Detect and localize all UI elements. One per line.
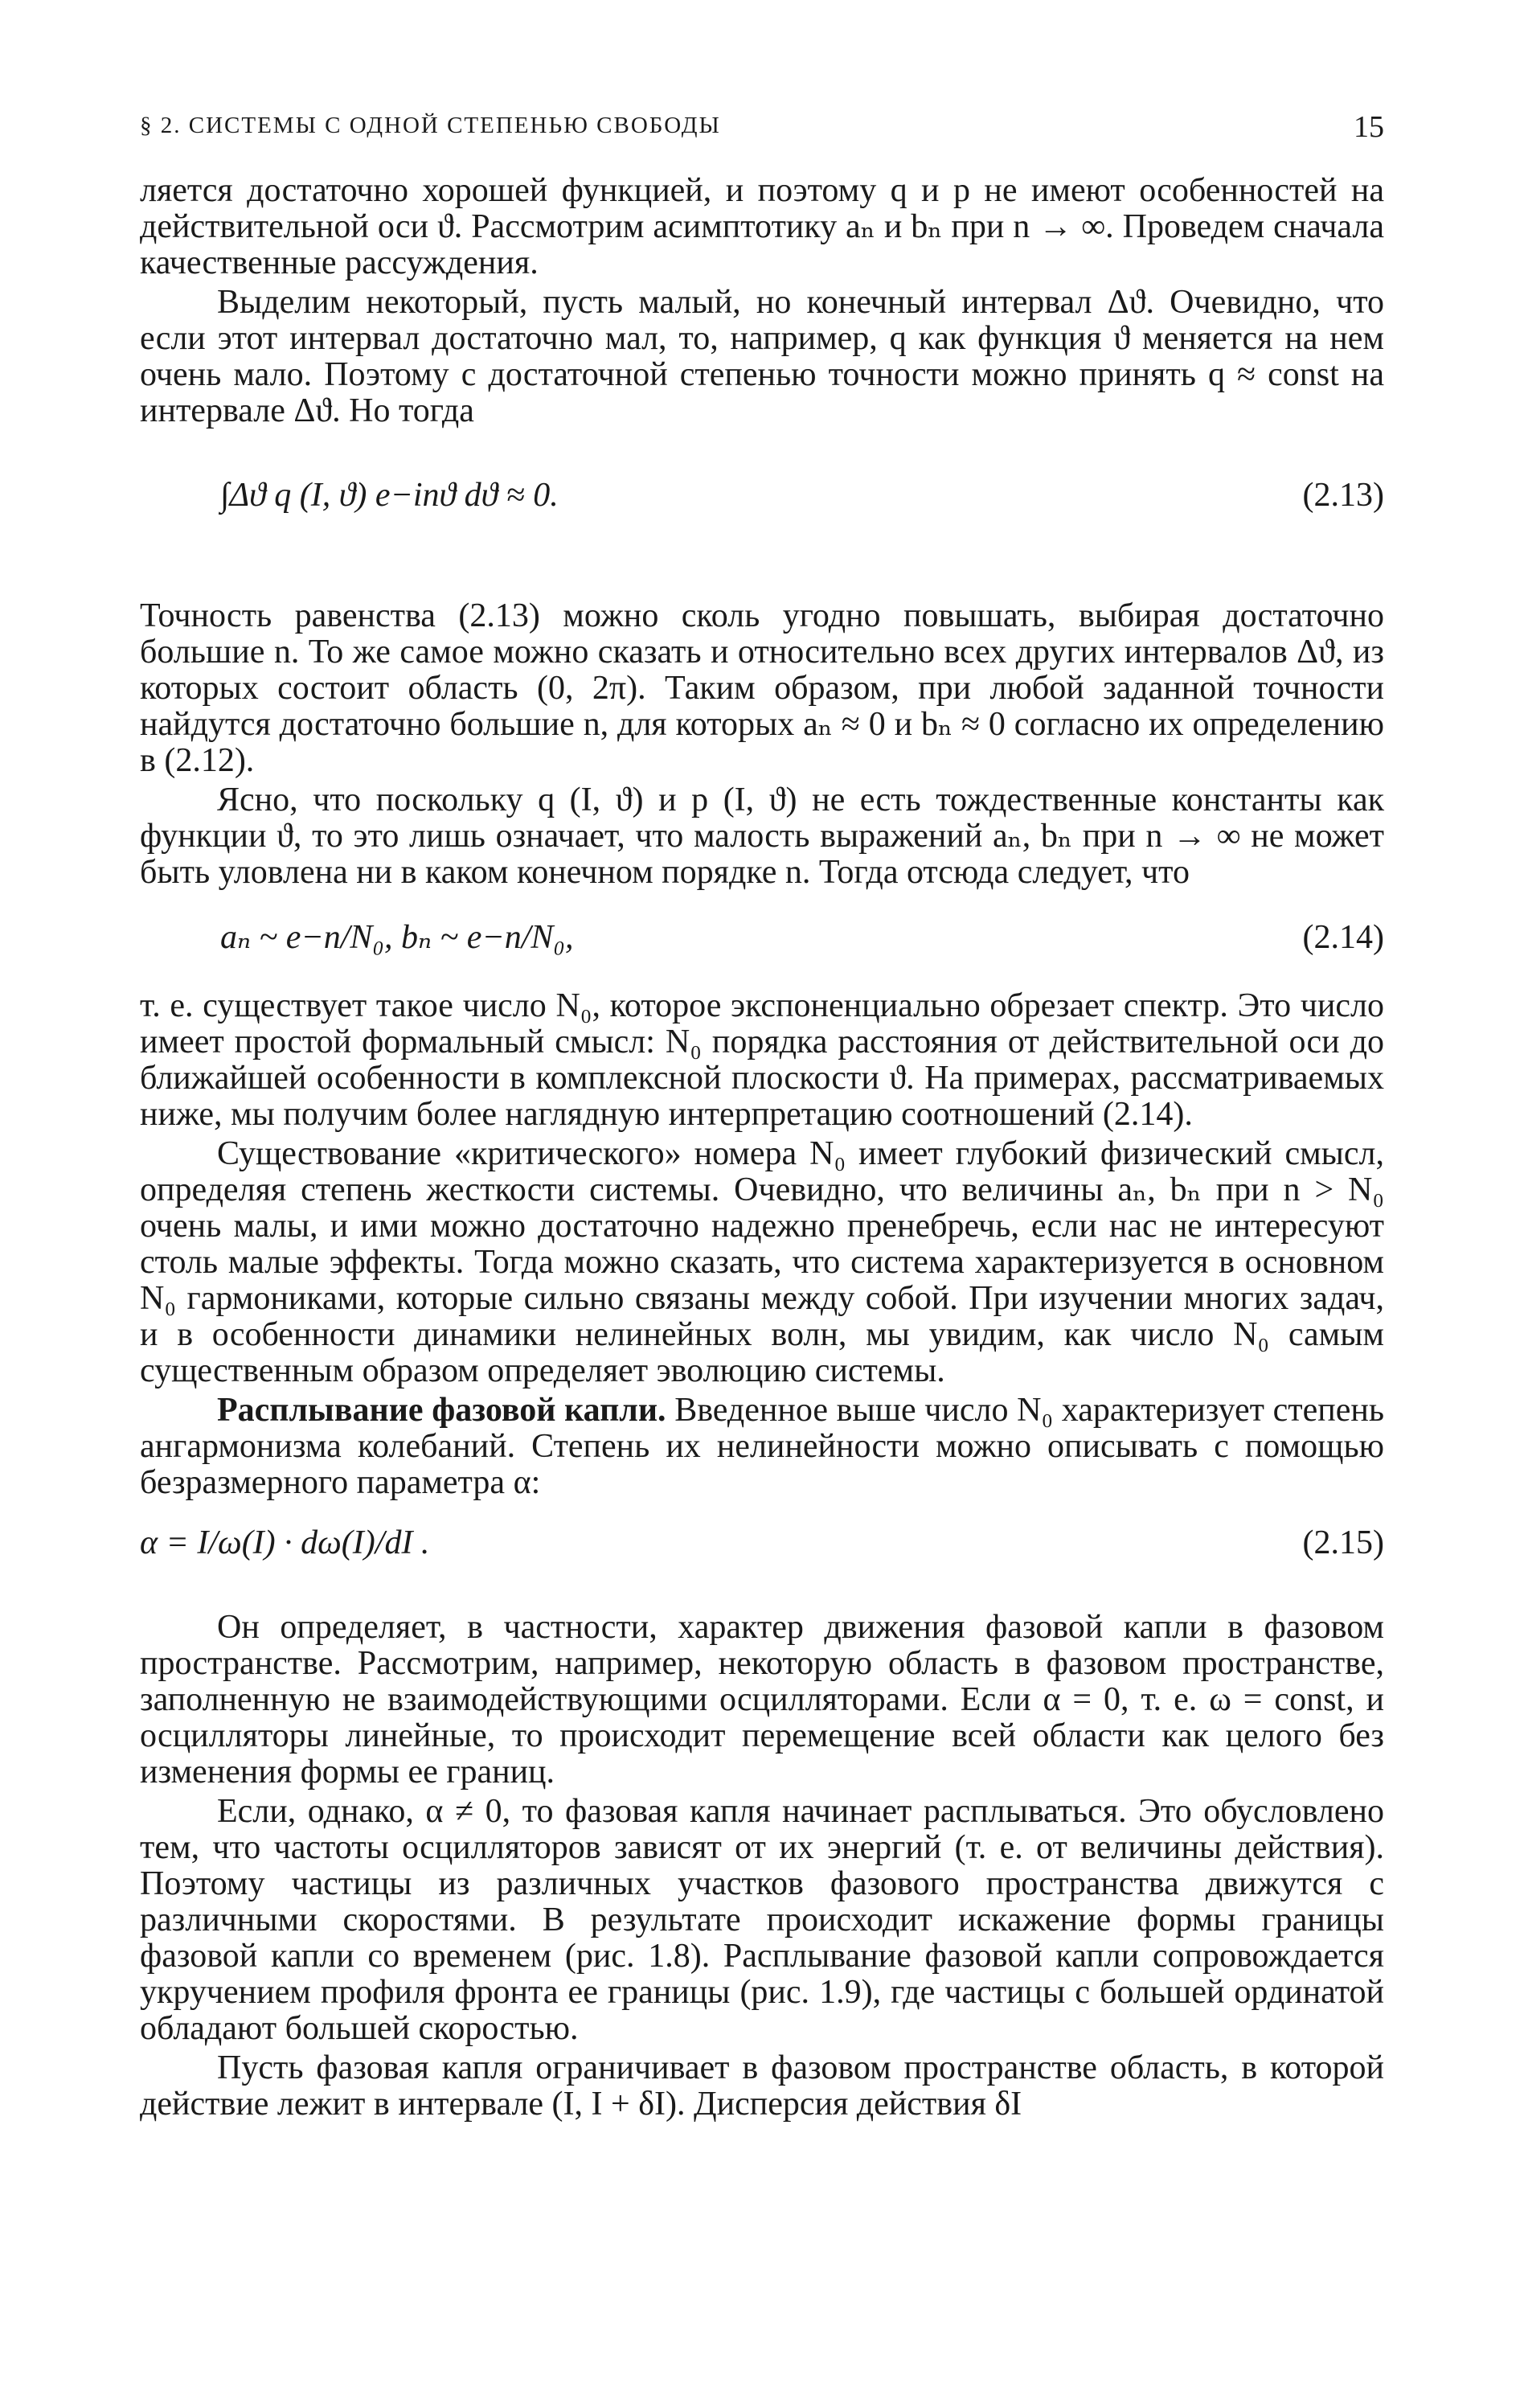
subsection-heading: Расплывание фазовой капли.: [217, 1392, 666, 1429]
equation-2-14: [140, 920, 1384, 956]
body-text: [140, 173, 1384, 2123]
equation-2-15: [140, 1525, 1384, 1561]
paragraph: ляется достаточно хорошей функцией, и поэтому q и p не имеют особенностей на действительной оси ϑ. Рассмотрим асимптотику aₙ и bₙ при n → ∞. Проведем сначала качественные рассуждения.: [140, 172, 1384, 281]
paragraph: [140, 1393, 1384, 1501]
paragraph-text: Введенное выше число N₀ характеризует степень ангармонизма колебаний. Степень их нелинейности можно описывать с помощью безразмерного параметра α:: [140, 1392, 1384, 1501]
paragraph: Существование «критического» номера N₀ имеет глубокий физический смысл, определяя степень жесткости системы. Очевидно, что величины aₙ, bₙ при n > N₀ очень малы, и ими можно достаточно надежно пренебречь, если нас не интересуют столь малые эффекты. Тогда можно сказать, что система характеризуется в основном N₀ гармониками, которые сильно связаны между собой. При изучении многих задач, и в особенности динамики нелинейных волн, мы увидим, как число N₀ самым существенным образом определяет эволюцию системы.: [140, 1135, 1384, 1389]
equation-number: (2.14): [1302, 919, 1384, 956]
page-number: 15: [1354, 110, 1384, 144]
equation-number: (2.13): [1302, 477, 1384, 514]
equation-expression: ∫Δϑ q (I, ϑ) e−inϑ dϑ ≈ 0.: [220, 477, 559, 514]
paragraph: Ясно, что поскольку q (I, ϑ) и p (I, ϑ) не есть тождественные константы как функции ϑ, то это лишь означает, что малость выражений aₙ, bₙ при n → ∞ не может быть уловлена ни в каком конечном порядке n. Тогда отсюда следует, что: [140, 781, 1384, 891]
running-head: [140, 103, 1384, 143]
paragraph: Выделим некоторый, пусть малый, но конечный интервал Δϑ. Очевидно, что если этот интервал достаточно мал, то, например, q как функция ϑ меняется на нем очень мало. Поэтому с достаточной степенью точности можно принять q ≈ const на интервале Δϑ. Но тогда: [140, 284, 1384, 429]
paragraph: Точность равенства (2.13) можно сколь угодно повышать, выбирая достаточно большие n. То же самое можно сказать и относительно всех других интервалов Δϑ, из которых состоит область (0, 2π). Таким образом, при любой заданной точности найдутся достаточно большие n, для которых aₙ ≈ 0 и bₙ ≈ 0 согласно их определению в (2.12).: [140, 597, 1384, 779]
paragraph: Если, однако, α ≠ 0, то фазовая капля начинает расплываться. Это обусловлено тем, что частоты осцилляторов зависят от их энергий (т. е. от величины действия). Поэтому частицы из различных участков фазового пространства движутся с различными скоростями. В результате происходит искажение формы границы фазовой капли со временем (рис. 1.8). Расплывание фазовой капли сопровождается укручением профиля фронта ее границы (рис. 1.9), где частицы с большей ординатой обладают большей скоростью.: [140, 1793, 1384, 2047]
equation-number: (2.15): [1302, 1524, 1384, 1561]
paragraph: Он определяет, в частности, характер движения фазовой капли в фазовом пространстве. Рассмотрим, например, некоторую область в фазовом пространстве, заполненную не взаимодействующими осцилляторами. Если α = 0, т. е. ω = const, и осцилляторы линейные, то происходит перемещение всей области как целого без изменения формы ее границ.: [140, 1609, 1384, 1791]
equation-2-13: [140, 478, 1384, 514]
equation-expression: aₙ ~ e−n/N₀, bₙ ~ e−n/N₀,: [220, 919, 574, 956]
paragraph: т. е. существует такое число N₀, которое экспоненциально обрезает спектр. Это число имеет простой формальный смысл: N₀ порядка расстояния от действительной оси до ближайшей особенности в комплексной плоскости ϑ. На примерах, рассматриваемых ниже, мы получим более наглядную интерпретацию соотношений (2.14).: [140, 987, 1384, 1133]
equation-expression: α = I/ω(I) · dω(I)/dI .: [140, 1524, 430, 1561]
paragraph: Пусть фазовая капля ограничивает в фазовом пространстве область, в которой действие лежит в интервале (I, I + δI). Дисперсия действия δI: [140, 2049, 1384, 2123]
section-title: § 2. СИСТЕМЫ С ОДНОЙ СТЕПЕНЬЮ СВОБОДЫ: [140, 113, 721, 138]
